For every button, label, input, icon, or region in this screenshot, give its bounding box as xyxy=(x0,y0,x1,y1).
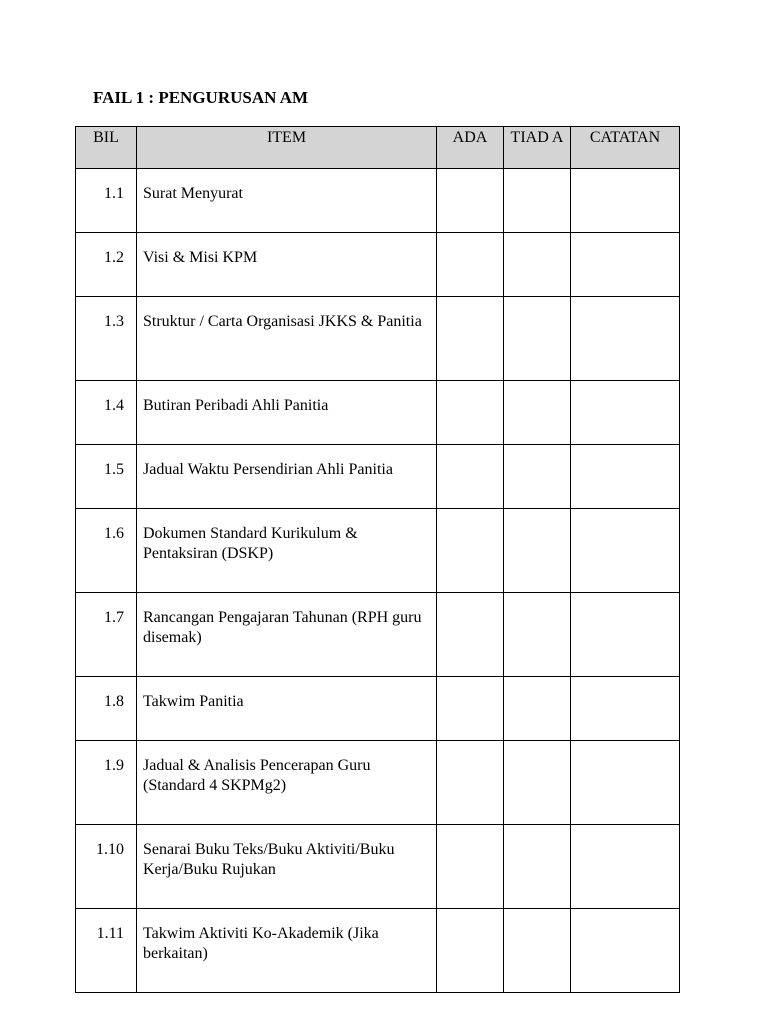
row-number: 1.5 xyxy=(76,445,137,509)
table-row xyxy=(76,593,680,677)
row-catatan-cell xyxy=(571,169,680,233)
row-ada-cell xyxy=(437,169,504,233)
row-catatan-cell xyxy=(571,825,680,909)
row-number: 1.7 xyxy=(76,593,137,677)
document-title: FAIL 1 : PENGURUSAN AM xyxy=(93,88,309,107)
row-number: 1.8 xyxy=(76,677,137,741)
header-bil: BIL xyxy=(76,127,137,169)
row-catatan-cell xyxy=(571,509,680,593)
row-item: Jadual & Analisis Pencerapan Guru (Standard 4 SKPMg2) xyxy=(137,741,437,825)
row-tiada-cell xyxy=(504,509,571,593)
row-item: Senarai Buku Teks/Buku Aktiviti/Buku Kerja/Buku Rujukan xyxy=(137,825,437,909)
row-catatan-cell xyxy=(571,297,680,381)
row-catatan-cell xyxy=(571,233,680,297)
row-item: Takwim Panitia xyxy=(137,677,437,741)
row-catatan-cell xyxy=(571,593,680,677)
row-number: 1.2 xyxy=(76,233,137,297)
table-row xyxy=(76,233,680,297)
row-ada-cell xyxy=(437,909,504,993)
row-ada-cell xyxy=(437,741,504,825)
row-item: Jadual Waktu Persendirian Ahli Panitia xyxy=(137,445,437,509)
row-catatan-cell xyxy=(571,381,680,445)
table-row xyxy=(76,445,680,509)
row-ada-cell xyxy=(437,297,504,381)
row-ada-cell xyxy=(437,445,504,509)
table-row xyxy=(76,297,680,381)
row-catatan-cell xyxy=(571,677,680,741)
row-number: 1.10 xyxy=(76,825,137,909)
row-number: 1.4 xyxy=(76,381,137,445)
table-header-row xyxy=(76,127,680,169)
row-item: Surat Menyurat xyxy=(137,169,437,233)
row-ada-cell xyxy=(437,381,504,445)
row-number: 1.1 xyxy=(76,169,137,233)
row-item: Rancangan Pengajaran Tahunan (RPH guru disemak) xyxy=(137,593,437,677)
row-tiada-cell xyxy=(504,297,571,381)
checklist-table xyxy=(75,126,680,993)
row-item: Dokumen Standard Kurikulum & Pentaksiran (DSKP) xyxy=(137,509,437,593)
row-catatan-cell xyxy=(571,741,680,825)
table-row xyxy=(76,381,680,445)
row-tiada-cell xyxy=(504,825,571,909)
row-item: Butiran Peribadi Ahli Panitia xyxy=(137,381,437,445)
row-number: 1.3 xyxy=(76,297,137,381)
row-tiada-cell xyxy=(504,741,571,825)
row-number: 1.11 xyxy=(76,909,137,993)
row-ada-cell xyxy=(437,825,504,909)
row-catatan-cell xyxy=(571,445,680,509)
header-ada: ADA xyxy=(437,127,504,169)
row-item: Struktur / Carta Organisasi JKKS & Panitia xyxy=(137,297,437,381)
row-tiada-cell xyxy=(504,233,571,297)
row-tiada-cell xyxy=(504,909,571,993)
row-number: 1.9 xyxy=(76,741,137,825)
row-ada-cell xyxy=(437,509,504,593)
table-row xyxy=(76,509,680,593)
header-tiada: TIAD A xyxy=(504,127,571,169)
row-tiada-cell xyxy=(504,381,571,445)
row-ada-cell xyxy=(437,593,504,677)
row-tiada-cell xyxy=(504,677,571,741)
row-ada-cell xyxy=(437,677,504,741)
table-row xyxy=(76,169,680,233)
table-row xyxy=(76,825,680,909)
row-catatan-cell xyxy=(571,909,680,993)
row-item: Visi & Misi KPM xyxy=(137,233,437,297)
row-item: Takwim Aktiviti Ko-Akademik (Jika berkaitan) xyxy=(137,909,437,993)
header-item: ITEM xyxy=(137,127,437,169)
row-tiada-cell xyxy=(504,445,571,509)
table-row xyxy=(76,909,680,993)
header-catatan: CATATAN xyxy=(571,127,680,169)
row-tiada-cell xyxy=(504,593,571,677)
row-number: 1.6 xyxy=(76,509,137,593)
row-ada-cell xyxy=(437,233,504,297)
table-row xyxy=(76,741,680,825)
table-row xyxy=(76,677,680,741)
row-tiada-cell xyxy=(504,169,571,233)
